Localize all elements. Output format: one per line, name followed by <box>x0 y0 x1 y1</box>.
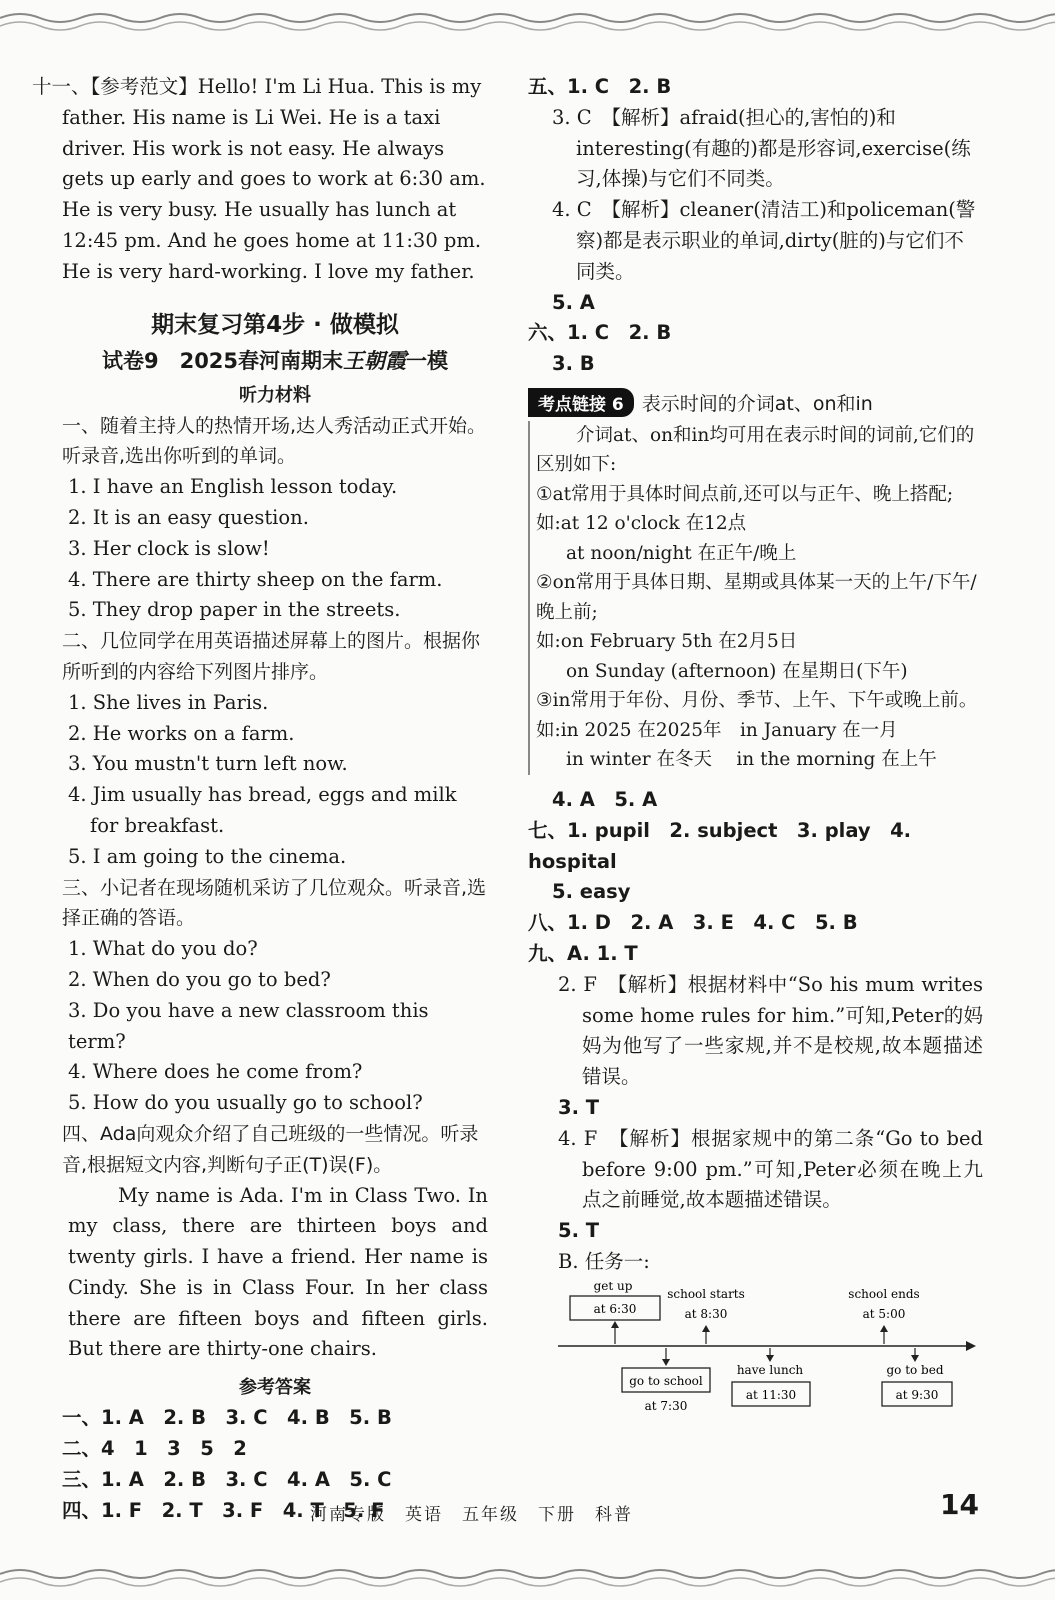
listening-title: 听力材料 <box>239 384 311 406</box>
answer-s9-5: 5. T <box>558 1219 600 1243</box>
kd-line: in winter 在冬天 in the morning 在上午 <box>566 749 937 771</box>
arrow-school-starts-head <box>702 1325 710 1332</box>
answer-s8: 八、1. D 2. A 3. E 4. C 5. B <box>528 911 858 935</box>
sec2-item: 5. I am going to the cinema. <box>68 844 347 868</box>
sec2-item: 2. He works on a farm. <box>68 721 295 745</box>
label-school-ends: school ends <box>848 1286 920 1301</box>
paper-title <box>62 345 488 375</box>
kd-line: 如:at 12 o'clock 在12点 <box>536 513 747 535</box>
kd-line: ①at常用于具体时间点前,还可以与正午、晚上搭配; <box>536 483 954 505</box>
sec3-item: 3. Do you have a new classroom this term? <box>68 998 429 1053</box>
answer-s6-1: 六、1. C 2. B <box>528 321 672 345</box>
sec4-passage: My name is Ada. I'm in Class Two. In my class, there are thirteen boys and twenty girls. I have a friend. Her name is Cindy. She is in Class Four. In her class there are fifteen boys and fifteen girls. But there are thirty-one chairs. <box>68 1183 488 1361</box>
sec1-item: 4. There are thirty sheep on the farm. <box>68 567 443 591</box>
arrow-school-ends-head <box>880 1325 888 1332</box>
answer-row: 四、1. F 2. T 3. F 4. T 5. F <box>62 1498 385 1522</box>
sec3-item: 1. What do you do? <box>68 937 258 961</box>
right-column <box>528 72 983 1426</box>
time-school-starts: at 8:30 <box>684 1306 728 1321</box>
time-go-to-school: at 7:30 <box>644 1398 688 1413</box>
top-wavy-border <box>0 0 1055 40</box>
answer-s9-b: B. 任务一: <box>558 1249 650 1273</box>
sec1-heading: 一、随着主持人的热情开场,达人秀活动正式开始。听录音,选出你听到的单词。 <box>62 414 487 468</box>
time-have-lunch: at 11:30 <box>745 1387 797 1402</box>
kd-line: 如:in 2025 在2025年 in January 在一月 <box>536 719 898 741</box>
answer-s9-2: 2. F 【解析】根据材料中“So his mum writes some home rules for him.”可知,Peter的妈妈为他写了一些家规,并不是校规,故本题描述错误。 <box>558 972 983 1089</box>
label-have-lunch: have lunch <box>736 1362 804 1377</box>
time-go-to-bed: at 9:30 <box>895 1387 939 1402</box>
sec2-heading: 二、几位同学在用英语描述屏幕上的图片。根据你所听到的内容给下列图片排序。 <box>62 630 481 683</box>
timeline-arrow-head <box>966 1341 976 1351</box>
model-essay: 十一、【参考范文】Hello! I'm Li Hua. This is my father. His name is Li Wei. He is a taxi driver. His work is not easy. He always gets up early and goes to work at 6:30 am. He is very busy. He usually has lunch at 12:45 pm. And he goes home at 11:30 pm. He is very hard-working. I love my father. <box>32 75 486 283</box>
answer-s9-3: 3. T <box>558 1095 600 1119</box>
sec3-item: 5. How do you usually go to school? <box>68 1091 423 1115</box>
sec2-item: 4. Jim usually has bread, eggs and milk for breakfast. <box>68 783 457 837</box>
answer-s5-1: 五、1. C 2. B <box>528 75 672 98</box>
paper-title-text: 试卷9 2025春河南期末 <box>101 348 344 373</box>
knowledge-link-header <box>528 388 983 417</box>
brand-script: 王朝霞 <box>343 347 407 373</box>
sec4-heading: 四、Ada向观众介绍了自己班级的一些情况。听录音,根据短文内容,判断句子正(T)误(F)。 <box>62 1122 479 1176</box>
sec3-item: 2. When do you go to bed? <box>68 967 331 991</box>
label-school-starts: school starts <box>667 1286 745 1301</box>
kd-line: at noon/night 在正午/晚上 <box>566 542 797 564</box>
sec3-heading: 三、小记者在现场随机采访了几位观众。听录音,选择正确的答语。 <box>62 876 487 930</box>
kd-line: on Sunday (afternoon) 在星期日(下午) <box>566 660 908 682</box>
sec1-item: 5. They drop paper in the streets. <box>68 598 401 622</box>
time-school-ends: at 5:00 <box>862 1306 906 1321</box>
answer-s5-3: 3. C 【解析】afraid(担心的,害怕的)和interesting(有趣的)都是形容词,exercise(练习,体操)与它们不同类。 <box>552 105 971 191</box>
sec3-item: 4. Where does he come from? <box>68 1060 363 1084</box>
answer-s7-1: 七、1. pupil 2. subject 3. play 4. hospital <box>528 818 912 873</box>
left-column <box>32 72 488 1526</box>
answer-row: 一、1. A 2. B 3. C 4. B 5. B <box>62 1406 392 1430</box>
answer-s6-3: 3. B <box>552 352 595 376</box>
knowledge-link-box <box>528 421 983 775</box>
sec1-item: 2. It is an easy question. <box>68 505 309 529</box>
answer-s9-4: 4. F 【解析】根据家规中的第二条“Go to bed before 9:00 pm.”可知,Peter必须在晚上九点之前睡觉,故本题描述错误。 <box>558 1126 983 1212</box>
sec1-item: 3. Her clock is slow! <box>68 536 270 560</box>
sec2-item: 1. She lives in Paris. <box>68 690 269 714</box>
daily-timeline <box>558 1282 978 1422</box>
kd-line: 介词at、on和in均可用在表示时间的词前,它们的区别如下: <box>536 424 975 476</box>
label-go-to-bed: go to bed <box>886 1362 944 1377</box>
paper-title-tail: 一模 <box>406 348 449 373</box>
answer-s5-4: 4. C 【解析】cleaner(清洁工)和policeman(警察)都是表示职业的单词,dirty(脏的)与它们不同类。 <box>552 198 976 283</box>
arrow-go-to-bed-head <box>911 1355 919 1362</box>
footer-info: 河南专版 英语 五年级 下册 科普 <box>310 1505 633 1525</box>
kd-line: 如:on February 5th 在2月5日 <box>536 631 798 653</box>
label-go-to-school: go to school <box>629 1373 703 1388</box>
label-get-up: get up <box>593 1281 633 1293</box>
page-number: 14 <box>940 1488 979 1521</box>
answers-title: 参考答案 <box>239 1377 311 1399</box>
answer-row: 二、4 1 3 5 2 <box>62 1437 247 1461</box>
answer-s7-5: 5. easy <box>552 880 631 904</box>
answer-row: 三、1. A 2. B 3. C 4. A 5. C <box>62 1467 392 1491</box>
arrow-get-up-head <box>611 1321 619 1328</box>
section-title: 期末复习第4步 · 做模拟 <box>151 311 399 338</box>
sec2-item: 3. You mustn't turn left now. <box>68 752 348 776</box>
time-get-up: at 6:30 <box>593 1301 637 1316</box>
kd-line: ③in常用于年份、月份、季节、上午、下午或晚上前。 <box>536 690 978 712</box>
answer-s6-45: 4. A 5. A <box>552 787 658 811</box>
knowledge-link-badge: 考点链接 6 <box>528 388 634 417</box>
answer-s5-5: 5. A <box>552 290 595 314</box>
knowledge-link-title: 表示时间的介词at、on和in <box>641 392 873 415</box>
kd-line: ②on常用于具体日期、星期或具体某一天的上午/下午/晚上前; <box>536 572 977 623</box>
sec1-item: 1. I have an English lesson today. <box>68 475 398 499</box>
answer-s9-1: 九、A. 1. T <box>528 941 638 965</box>
bottom-wavy-border <box>0 1560 1055 1600</box>
arrow-go-to-school-head <box>662 1359 670 1366</box>
arrow-have-lunch-head <box>766 1355 774 1362</box>
